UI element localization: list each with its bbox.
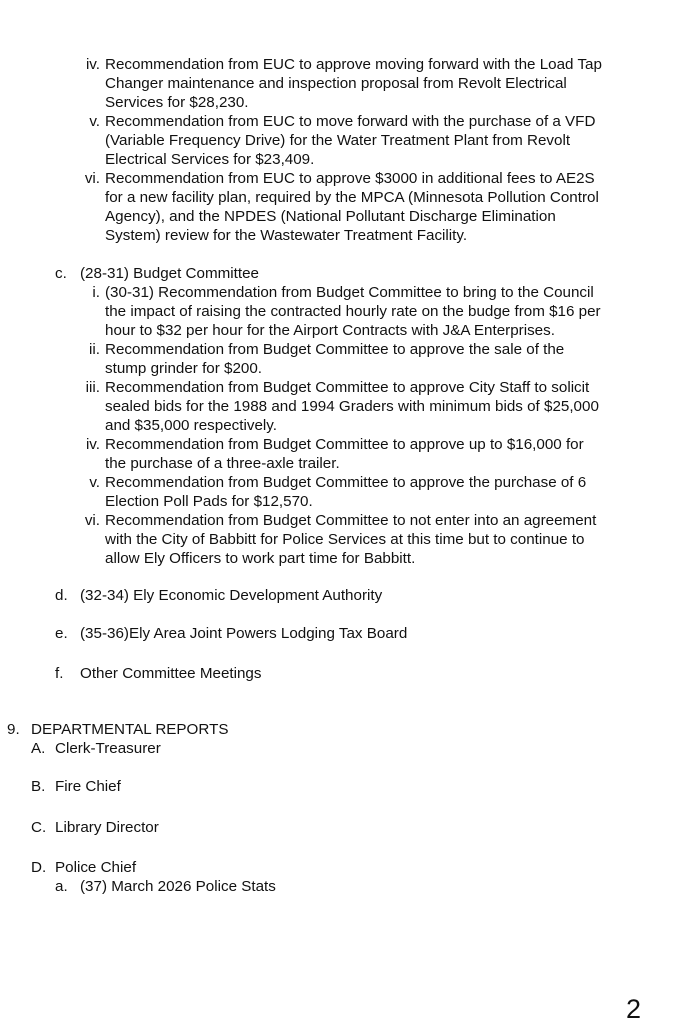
list-marker: iv. [85, 56, 100, 73]
item-line: System) review for the Wastewater Treatment Facility. [105, 227, 468, 244]
sub-marker: a. [55, 878, 68, 895]
item-line: and $35,000 respectively. [105, 417, 277, 434]
item-line: Recommendation from Budget Committee to approve City Staff to solicit [105, 379, 590, 396]
report-marker: D. [31, 859, 47, 876]
item-line: (30-31) Recommendation from Budget Committee to bring to the Council [105, 284, 594, 301]
report-library-director: Library Director [55, 819, 159, 836]
list-marker: i. [92, 284, 100, 301]
item-line: Agency), and the NPDES (National Pollutant Discharge Elimination [105, 208, 556, 225]
section-heading: DEPARTMENTAL REPORTS [31, 721, 229, 738]
item-line: for a new facility plan, required by the MPCA (Minnesota Pollution Control [105, 189, 599, 206]
section-marker: e. [55, 625, 68, 642]
item-line: hour to $32 per hour for the Airport Contracts with J&A Enterprises. [105, 322, 555, 339]
list-marker: iii. [85, 379, 100, 396]
item-line: Recommendation from Budget Committee to approve the purchase of 6 [105, 474, 587, 491]
item-line: Recommendation from Budget Committee to approve the sale of the [105, 341, 565, 358]
list-marker: v. [89, 113, 100, 130]
report-fire-chief: Fire Chief [55, 778, 121, 795]
report-marker: C. [31, 819, 47, 836]
item-line: Recommendation from EUC to approve $3000 in additional fees to AE2S [105, 170, 595, 187]
section-title: (35-36)Ely Area Joint Powers Lodging Tax Board [80, 625, 408, 642]
list-marker: vi. [84, 170, 100, 187]
section-title: (32-34) Ely Economic Development Authority [80, 587, 383, 604]
report-marker: A. [31, 740, 46, 757]
item-line: Recommendation from Budget Committee to approve up to $16,000 for [105, 436, 584, 453]
item-line: the impact of raising the contracted hourly rate on the budge from $16 per [105, 303, 601, 320]
section-marker: d. [55, 587, 68, 604]
item-line: Recommendation from Budget Committee to not enter into an agreement [105, 512, 597, 529]
item-line: Changer maintenance and inspection proposal from Revolt Electrical [105, 75, 567, 92]
item-line: Services for $28,230. [105, 94, 249, 111]
section-title: Other Committee Meetings [80, 665, 262, 682]
list-marker: v. [89, 474, 100, 491]
page-number: 2 [626, 994, 642, 1024]
item-line: Recommendation from EUC to move forward with the purchase of a VFD [105, 113, 596, 130]
report-marker: B. [31, 778, 46, 795]
report-police-stats: (37) March 2026 Police Stats [80, 878, 276, 895]
report-police-chief: Police Chief [55, 859, 137, 876]
item-line: the purchase of a three-axle trailer. [105, 455, 340, 472]
item-line: sealed bids for the 1988 and 1994 Graders with minimum bids of $25,000 [105, 398, 599, 415]
list-marker: ii. [89, 341, 100, 358]
list-marker: vi. [84, 512, 100, 529]
item-line: Election Poll Pads for $12,570. [105, 493, 313, 510]
item-line: with the City of Babbitt for Police Services at this time but to continue to [105, 531, 585, 548]
item-line: stump grinder for $200. [105, 360, 263, 377]
section-marker: f. [55, 665, 64, 682]
section-number: 9. [7, 721, 20, 738]
section-title: (28-31) Budget Committee [80, 265, 259, 282]
section-marker: c. [55, 265, 67, 282]
item-line: Recommendation from EUC to approve moving forward with the Load Tap [105, 56, 602, 73]
list-marker: iv. [85, 436, 100, 453]
item-line: Electrical Services for $23,409. [105, 151, 315, 168]
item-line: (Variable Frequency Drive) for the Water Treatment Plant from Revolt [105, 132, 571, 149]
item-line: allow Ely Officers to work part time for Babbitt. [105, 550, 416, 567]
report-clerk-treasurer: Clerk-Treasurer [55, 740, 161, 757]
